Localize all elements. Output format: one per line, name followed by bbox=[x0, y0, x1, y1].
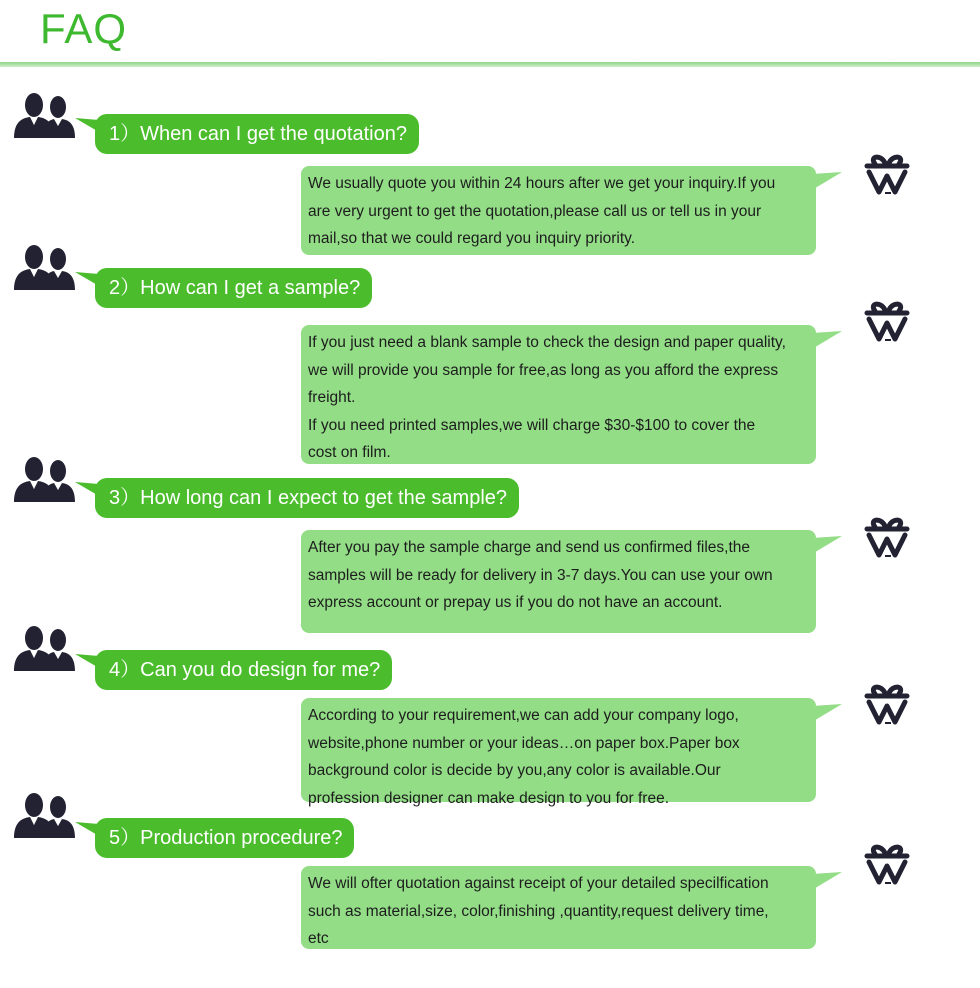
gift-logo-icon bbox=[861, 515, 913, 559]
gift-logo-icon bbox=[861, 842, 913, 886]
answer-bubble bbox=[301, 530, 816, 633]
user-group-icon bbox=[12, 456, 76, 502]
question-text: 2）How can I get a sample? bbox=[109, 277, 361, 299]
answer-line: According to your requirement,we can add your company logo, bbox=[308, 707, 739, 724]
title-divider bbox=[0, 62, 980, 67]
answer-line: background color is decide by you,any color is available.Our bbox=[308, 762, 721, 779]
answer-line: If you need printed samples,we will charge $30-$100 to cover the bbox=[308, 416, 756, 434]
question-text: 3）How long can I expect to get the sample? bbox=[109, 487, 508, 509]
user-group-icon bbox=[12, 625, 76, 671]
answer-line: mail,so that we could regard you inquiry priority. bbox=[308, 230, 636, 247]
question-text: 1）When can I get the quotation? bbox=[109, 123, 407, 145]
answer-line: freight. bbox=[308, 389, 356, 406]
answer-bubble-tail bbox=[812, 872, 842, 890]
gift-logo-icon bbox=[861, 152, 913, 196]
answer-bubble bbox=[301, 166, 816, 255]
answer-line: website,phone number or your ideas…on paper box.Paper box bbox=[308, 734, 740, 752]
question-bubble bbox=[95, 268, 372, 308]
question-bubble-tail bbox=[75, 654, 99, 668]
answer-bubble-tail bbox=[812, 704, 842, 722]
user-group-icon bbox=[12, 792, 76, 838]
answer-line: We usually quote you within 24 hours after we get your inquiry.If you bbox=[308, 175, 776, 192]
answer-line: are very urgent to get the quotation,please call us or tell us in your bbox=[308, 202, 762, 220]
answer-line: cost on film. bbox=[308, 444, 391, 461]
question-bubble-tail bbox=[75, 482, 99, 496]
gift-logo-icon bbox=[861, 682, 913, 726]
answer-line: we will provide you sample for free,as long as you afford the express bbox=[308, 361, 779, 379]
question-text: 5）Production procedure? bbox=[109, 827, 343, 849]
answer-bubble-tail bbox=[812, 172, 842, 190]
question-bubble-tail bbox=[75, 272, 99, 286]
user-group-icon bbox=[12, 244, 76, 290]
question-bubble-tail bbox=[75, 118, 99, 132]
answer-line: etc bbox=[308, 930, 329, 947]
answer-line: express account or prepay us if you do not have an account. bbox=[308, 594, 723, 611]
answer-line: such as material,size, color,finishing ,quantity,request delivery time, bbox=[308, 902, 769, 920]
question-bubble bbox=[95, 818, 354, 858]
answer-bubble bbox=[301, 698, 816, 807]
question-bubble-tail bbox=[75, 822, 99, 836]
question-bubble bbox=[95, 650, 392, 690]
answer-line: We will ofter quotation against receipt of your detailed specilfication bbox=[308, 875, 769, 892]
answer-bubble bbox=[301, 325, 816, 464]
answer-bubble-tail bbox=[812, 331, 842, 349]
answer-line: If you just need a blank sample to check the design and paper quality, bbox=[308, 334, 786, 351]
question-bubble bbox=[95, 114, 419, 154]
answer-bubble bbox=[301, 866, 816, 949]
answer-line: profession designer can make design to you for free. bbox=[308, 789, 670, 807]
question-text: 4）Can you do design for me? bbox=[109, 659, 381, 681]
page-title: FAQ bbox=[40, 5, 128, 52]
answer-bubble-tail bbox=[812, 536, 842, 554]
question-bubble bbox=[95, 478, 519, 518]
answer-line: samples will be ready for delivery in 3-7 days.You can use your own bbox=[308, 566, 773, 584]
user-group-icon bbox=[12, 92, 76, 138]
gift-logo-icon bbox=[861, 299, 913, 343]
answer-line: After you pay the sample charge and send us confirmed files,the bbox=[308, 539, 750, 556]
